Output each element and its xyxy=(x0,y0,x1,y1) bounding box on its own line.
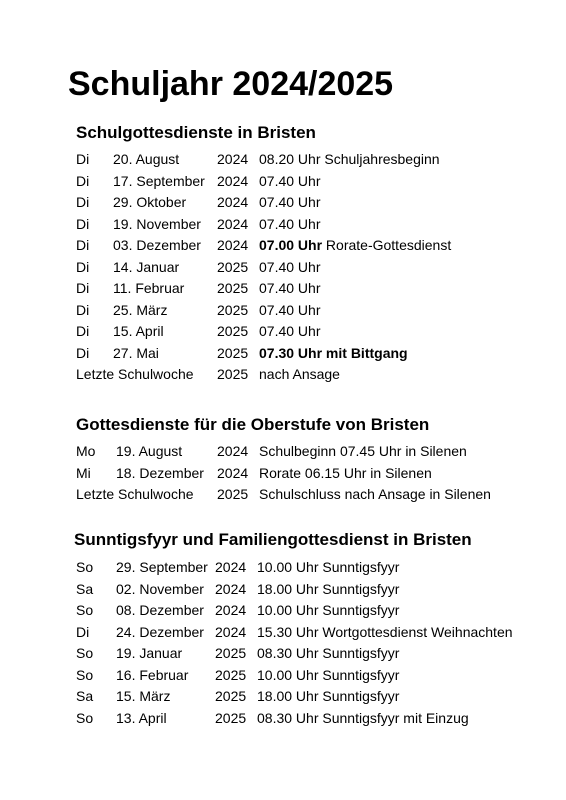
description-text: 07.40 Uhr xyxy=(259,194,321,210)
description-text: 07.40 Uhr xyxy=(259,215,321,232)
day-cell: Di xyxy=(76,344,90,361)
description-cell: 18.00 Uhr Sunntigsfyyr xyxy=(257,688,400,704)
description-cell xyxy=(259,214,320,236)
description-cell: 15.30 Uhr Wortgottesdienst Weihnachten xyxy=(257,623,513,640)
day-cell: So xyxy=(76,709,94,726)
year-cell: 2025 xyxy=(217,258,249,275)
description-cell: nach Ansage xyxy=(259,366,340,382)
date-cell: 24. Dezember xyxy=(116,623,204,640)
description-cell xyxy=(259,321,320,343)
description-cell xyxy=(259,278,320,300)
year-cell: 2024 xyxy=(217,194,249,210)
time-bold: 07.00 Uhr xyxy=(259,237,323,253)
description-cell: Schulschluss nach Ansage in Silenen xyxy=(259,486,491,502)
date-cell: 19. November xyxy=(113,215,201,232)
section-heading-sunntigsfyyr: Sunntigsfyyr und Familiengottesdienst in Bristen xyxy=(74,530,472,549)
date-cell: 19. August xyxy=(116,443,183,459)
date-cell: 29. Oktober xyxy=(113,194,187,210)
time-bold: 07.30 Uhr mit Bittgang xyxy=(259,344,408,361)
day-cell: So xyxy=(76,666,94,683)
year-cell: 2024 xyxy=(217,215,249,232)
description-text: Rorate-Gottesdienst xyxy=(322,237,452,253)
description-text: 08.20 Uhr Schuljahresbeginn xyxy=(259,151,440,167)
year-cell: 2025 xyxy=(215,688,247,704)
year-cell: 2025 xyxy=(215,645,247,661)
day-cell: Sa xyxy=(76,580,94,597)
day-cell: Di xyxy=(76,623,90,640)
date-cell: 17. September xyxy=(113,172,205,189)
year-cell: 2025 xyxy=(215,709,247,726)
day-cell: Di xyxy=(76,258,90,275)
description-cell: 08.30 Uhr Sunntigsfyyr xyxy=(257,645,400,661)
date-cell: 15. März xyxy=(116,688,171,704)
day-cell: Di xyxy=(76,301,90,318)
year-cell: 2024 xyxy=(217,172,249,189)
year-cell: 2024 xyxy=(215,602,247,618)
day-cell: Di xyxy=(76,151,90,167)
description-cell: 18.00 Uhr Sunntigsfyyr xyxy=(257,580,400,597)
label-cell: Letzte Schulwoche xyxy=(76,486,194,502)
year-cell: 2024 xyxy=(217,151,249,167)
description-text: 07.40 Uhr xyxy=(259,323,321,339)
year-cell: 2024 xyxy=(217,464,249,481)
description-cell xyxy=(259,192,320,214)
date-cell: 13. April xyxy=(116,709,167,726)
day-cell: Di xyxy=(76,215,90,232)
label-cell: Letzte Schulwoche xyxy=(76,366,194,382)
date-cell: 29. September xyxy=(116,559,208,575)
page-title: Schuljahr 2024/2025 xyxy=(68,65,394,103)
year-cell: 2024 xyxy=(215,580,247,597)
description-cell xyxy=(259,343,408,365)
date-cell: 16. Februar xyxy=(116,666,189,683)
year-cell: 2025 xyxy=(217,344,249,361)
description-cell: 10.00 Uhr Sunntigsfyyr xyxy=(257,602,400,618)
date-cell: 18. Dezember xyxy=(116,464,204,481)
section-heading-oberstufe: Gottesdienste für die Oberstufe von Bristen xyxy=(76,415,430,434)
day-cell: Di xyxy=(76,237,90,253)
description-cell xyxy=(259,171,320,193)
day-cell: So xyxy=(76,602,94,618)
year-cell: 2024 xyxy=(217,443,249,459)
date-cell: 25. März xyxy=(113,301,168,318)
year-cell: 2025 xyxy=(217,486,249,502)
description-cell xyxy=(259,300,320,322)
day-cell: Di xyxy=(76,172,90,189)
year-cell: 2024 xyxy=(215,559,247,575)
year-cell: 2025 xyxy=(215,666,247,683)
date-cell: 27. Mai xyxy=(113,344,159,361)
year-cell: 2025 xyxy=(217,301,249,318)
day-cell: Sa xyxy=(76,688,94,704)
description-cell: 10.00 Uhr Sunntigsfyyr xyxy=(257,666,400,683)
day-cell: Mo xyxy=(76,443,96,459)
description-cell xyxy=(259,149,440,171)
description-text: 07.40 Uhr xyxy=(259,280,321,296)
day-cell: So xyxy=(76,645,94,661)
year-cell: 2024 xyxy=(217,237,249,253)
description-cell: Rorate 06.15 Uhr in Silenen xyxy=(259,464,432,481)
section-heading-schulgottesdienste: Schulgottesdienste in Bristen xyxy=(76,123,316,142)
year-cell: 2025 xyxy=(217,366,249,382)
description-cell xyxy=(259,235,451,257)
date-cell: 15. April xyxy=(113,323,164,339)
description-cell: 08.30 Uhr Sunntigsfyyr mit Einzug xyxy=(257,709,469,726)
description-cell: 10.00 Uhr Sunntigsfyyr xyxy=(257,559,400,575)
description-cell xyxy=(259,257,320,279)
year-cell: 2025 xyxy=(217,323,249,339)
description-text: 07.40 Uhr xyxy=(259,172,321,189)
day-cell: Mi xyxy=(76,464,91,481)
date-cell: 02. November xyxy=(116,580,204,597)
date-cell: 08. Dezember xyxy=(116,602,204,618)
date-cell: 19. Januar xyxy=(116,645,183,661)
description-text: 07.40 Uhr xyxy=(259,258,321,275)
day-cell: Di xyxy=(76,323,90,339)
description-text: 07.40 Uhr xyxy=(259,301,321,318)
day-cell: So xyxy=(76,559,94,575)
date-cell: 14. Januar xyxy=(113,258,180,275)
year-cell: 2025 xyxy=(217,280,249,296)
description-cell: Schulbeginn 07.45 Uhr in Silenen xyxy=(259,443,467,459)
date-cell: 03. Dezember xyxy=(113,237,201,253)
year-cell: 2024 xyxy=(215,623,247,640)
day-cell: Di xyxy=(76,280,90,296)
day-cell: Di xyxy=(76,194,90,210)
date-cell: 11. Februar xyxy=(113,280,185,296)
date-cell: 20. August xyxy=(113,151,180,167)
